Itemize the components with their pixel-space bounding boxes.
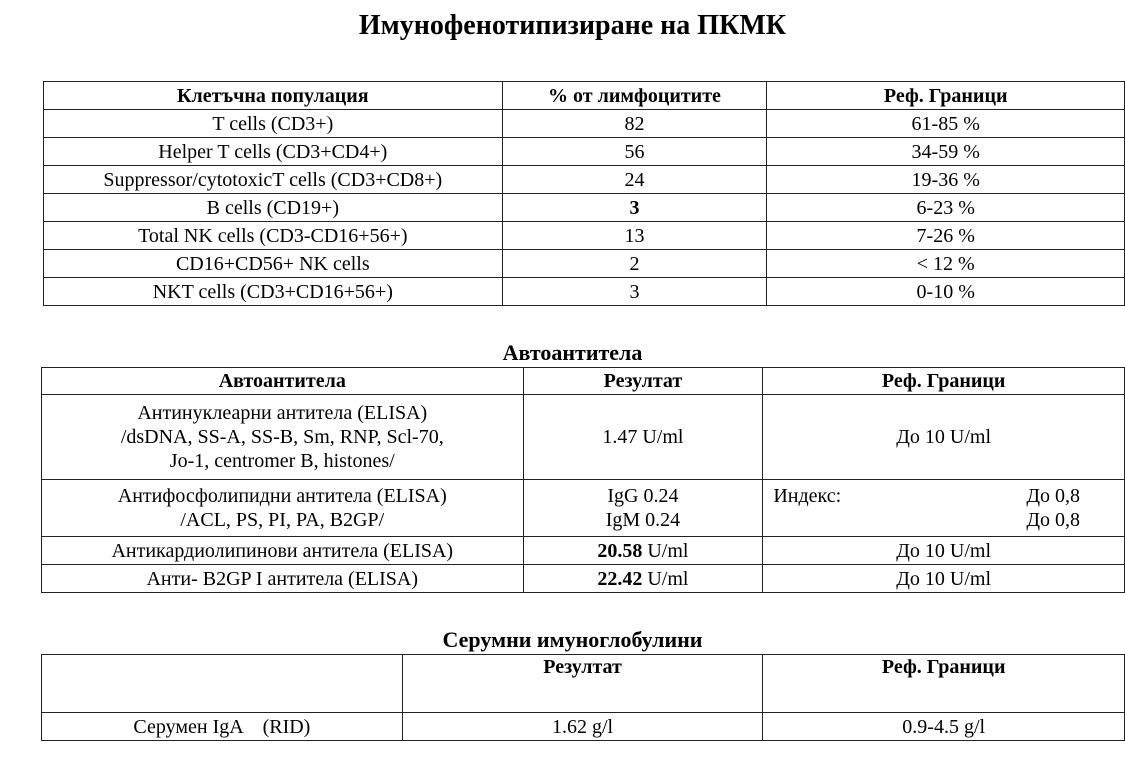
ana-name-cell <box>42 395 524 480</box>
table-row <box>44 222 1125 250</box>
b2gp-name-cell: Анти- B2GP I антитела (ELISA) <box>42 565 524 593</box>
header-cell: Автоантитела <box>42 368 524 395</box>
table-header-row <box>42 655 1125 713</box>
apl-name-cell <box>42 480 524 537</box>
apl-ref-igg: До 0,8 <box>1026 485 1080 507</box>
ref-cell: 19-36 % <box>767 166 1125 194</box>
percent-cell: 3 <box>502 278 767 306</box>
apl-ref-cell <box>763 480 1125 537</box>
acl-result-unit: U/ml <box>642 539 689 562</box>
iga-name-cell: Серумен IgA (RID) <box>42 713 403 741</box>
immunophenotyping-table <box>43 81 1125 306</box>
population-cell: CD16+CD56+ NK cells <box>44 250 503 278</box>
table-row <box>44 110 1125 138</box>
table-row <box>42 713 1125 741</box>
table-row <box>44 166 1125 194</box>
immunoglobulins-table <box>41 654 1125 741</box>
table-row-b2gp <box>42 565 1125 593</box>
acl-name-cell: Антикардиолипинови антитела (ELISA) <box>42 537 524 565</box>
header-cell: % от лимфоцитите <box>502 82 767 110</box>
apl-result-cell <box>523 480 763 537</box>
apl-ref-line1 <box>767 484 1120 508</box>
apl-name-line2: /ACL, PS, PI, PA, B2GP/ <box>180 509 385 531</box>
percent-cell: 13 <box>502 222 767 250</box>
page-title: Имунофенотипизиране на ПКМК <box>358 10 787 41</box>
apl-ref-line2 <box>767 508 1120 532</box>
b2gp-result-unit: U/ml <box>642 567 689 590</box>
table-row <box>44 250 1125 278</box>
table-row-acl <box>42 537 1125 565</box>
percent-cell: 56 <box>502 138 767 166</box>
ana-name-line1: Антинуклеарни антитела (ELISA) <box>137 402 428 424</box>
acl-result-cell <box>523 537 763 565</box>
population-cell: Helper T cells (CD3+CD4+) <box>44 138 503 166</box>
table-row <box>44 278 1125 306</box>
apl-result-igg: IgG 0.24 <box>607 485 679 507</box>
apl-ref-label: Индекс: <box>773 485 842 507</box>
autoantibodies-table <box>41 367 1125 593</box>
b2gp-ref-cell: До 10 U/ml <box>763 565 1125 593</box>
b2gp-result-value: 22.42 <box>597 567 643 590</box>
header-cell: Клетъчна популация <box>44 82 503 110</box>
b2gp-result-cell <box>523 565 763 593</box>
ref-cell: 61-85 % <box>767 110 1125 138</box>
acl-result-value: 20.58 <box>597 539 643 562</box>
percent-cell: 24 <box>502 166 767 194</box>
apl-name-line1: Антифосфолипидни антитела (ELISA) <box>117 485 447 507</box>
ref-cell: 7-26 % <box>767 222 1125 250</box>
header-cell: Реф. Граници <box>767 82 1125 110</box>
ref-cell: 0-10 % <box>767 278 1125 306</box>
table-row <box>44 138 1125 166</box>
header-cell: Реф. Граници <box>763 655 1125 713</box>
ref-cell: 34-59 % <box>767 138 1125 166</box>
header-cell-empty <box>42 655 403 713</box>
apl-result-igm: IgM 0.24 <box>605 509 681 531</box>
population-cell: Suppressor/cytotoxicT cells (CD3+CD8+) <box>44 166 503 194</box>
table-row-apl <box>42 480 1125 537</box>
population-cell: Total NK cells (CD3-CD16+56+) <box>44 222 503 250</box>
percent-cell: 2 <box>502 250 767 278</box>
apl-ref-igm: До 0,8 <box>1026 509 1080 531</box>
ref-cell: < 12 % <box>767 250 1125 278</box>
population-cell: T cells (CD3+) <box>44 110 503 138</box>
iga-ref-cell: 0.9-4.5 g/l <box>763 713 1125 741</box>
immunoglobulins-section-title: Серумни имуноглобулини <box>442 627 703 652</box>
header-cell: Реф. Граници <box>763 368 1125 395</box>
percent-cell: 82 <box>502 110 767 138</box>
table-row <box>44 194 1125 222</box>
ana-name-line3: Jo-1, centromer B, histones/ <box>169 450 395 472</box>
autoantibodies-section-title: Автоантитела <box>502 340 643 365</box>
table-header-row <box>42 368 1125 395</box>
iga-result-cell: 1.62 g/l <box>402 713 763 741</box>
table-row-ana <box>42 395 1125 480</box>
header-cell: Резултат <box>402 655 763 713</box>
ana-name-line2: /dsDNA, SS-A, SS-B, Sm, RNP, Scl-70, <box>120 426 444 448</box>
acl-ref-cell: До 10 U/ml <box>763 537 1125 565</box>
ref-cell: 6-23 % <box>767 194 1125 222</box>
header-cell: Резултат <box>523 368 763 395</box>
population-cell: B cells (CD19+) <box>44 194 503 222</box>
table-header-row <box>44 82 1125 110</box>
ana-ref-cell: До 10 U/ml <box>763 395 1125 480</box>
ana-result-cell: 1.47 U/ml <box>523 395 763 480</box>
population-cell: NKT cells (CD3+CD16+56+) <box>44 278 503 306</box>
percent-cell-abnormal: 3 <box>502 194 767 222</box>
